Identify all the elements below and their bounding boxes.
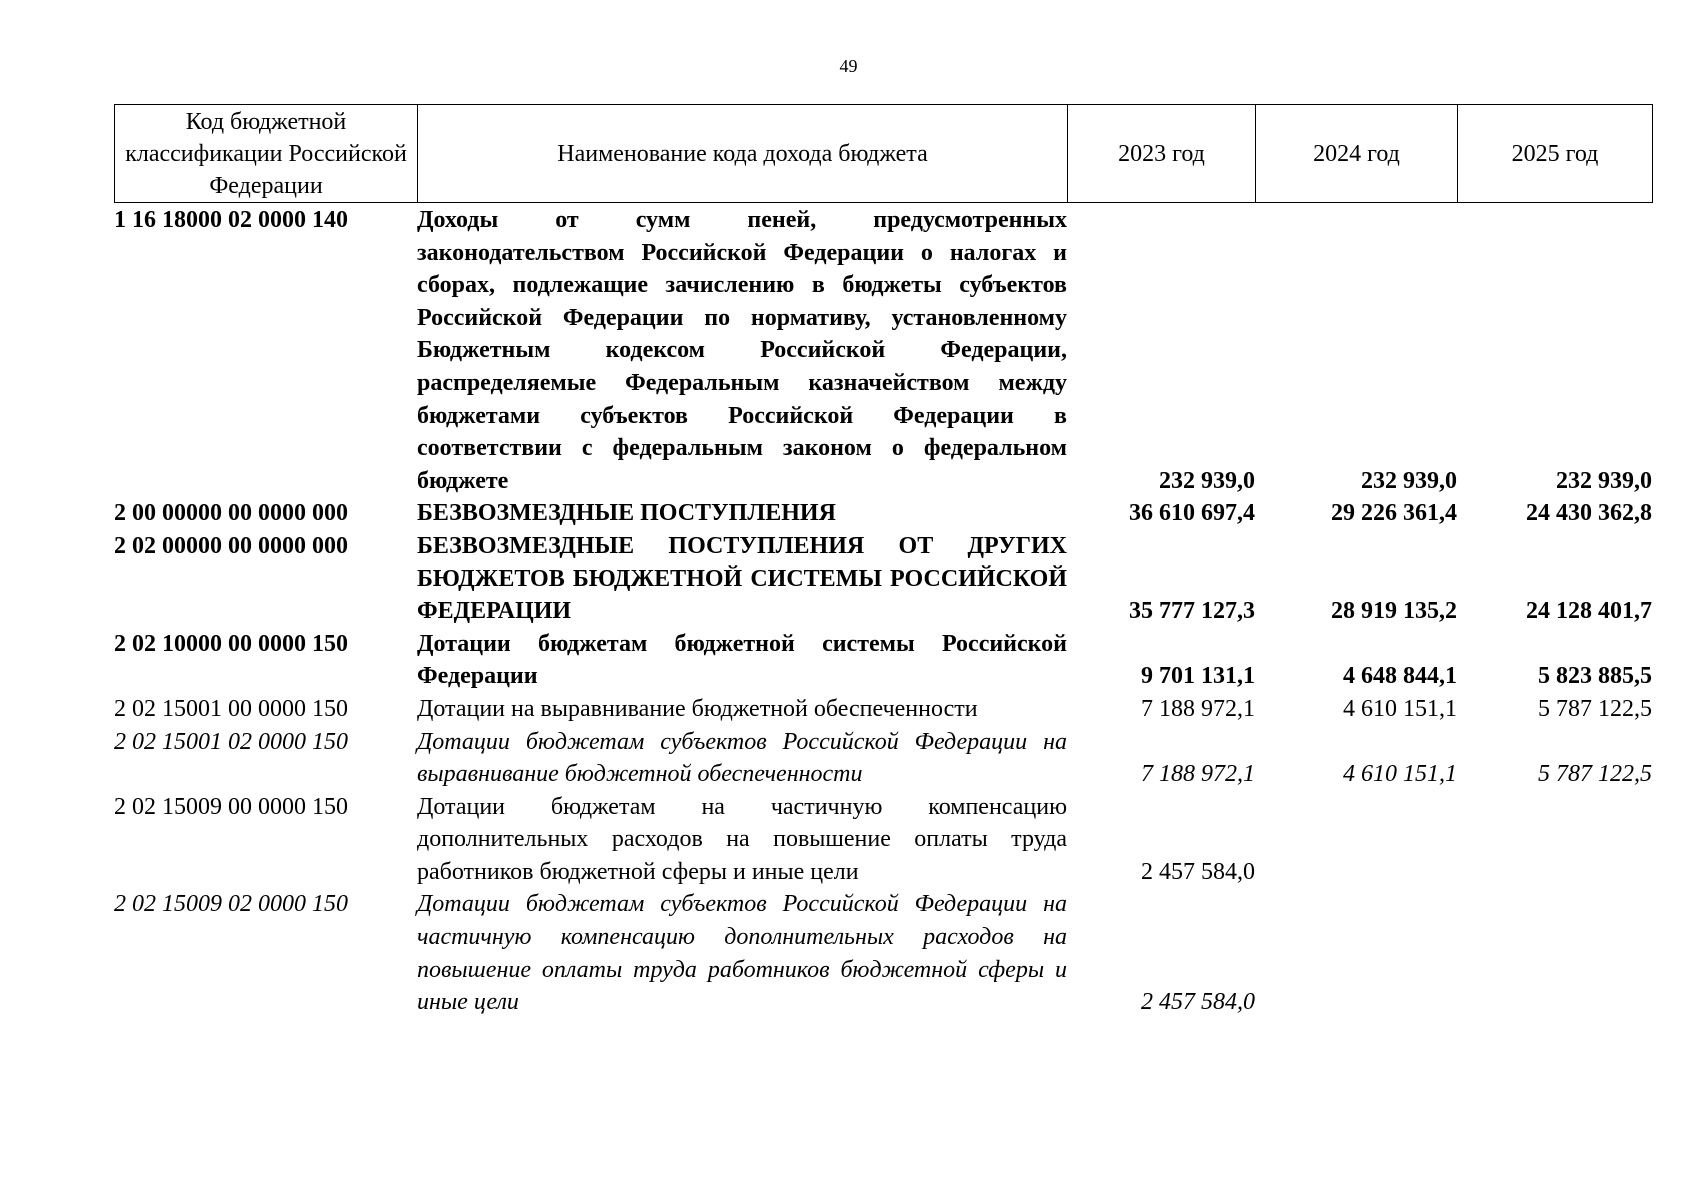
row-value-2025: 5 823 885,5 xyxy=(1538,663,1652,690)
budget-table xyxy=(114,204,1652,1019)
row-code: 2 02 15009 00 0000 150 xyxy=(114,793,348,820)
row-code: 2 00 00000 00 0000 000 xyxy=(114,500,348,527)
row-value-2025: 24 128 401,7 xyxy=(1526,598,1652,625)
table-row xyxy=(114,791,1652,889)
table-row xyxy=(114,693,1652,726)
row-value-2025 xyxy=(1457,791,1652,889)
table-row xyxy=(114,530,1652,628)
row-value-2025: 24 430 362,8 xyxy=(1526,500,1652,527)
row-value-2023: 35 777 127,3 xyxy=(1129,598,1255,625)
row-code: 2 02 00000 00 0000 000 xyxy=(114,532,348,559)
row-code: 2 02 15001 02 0000 150 xyxy=(114,728,348,755)
row-value-2023: 7 188 972,1 xyxy=(1141,761,1255,788)
table-row xyxy=(114,888,1652,1018)
header-row xyxy=(115,105,1653,203)
header-name: Наименование кода дохода бюджета xyxy=(418,105,1068,203)
row-value-2024: 4 610 151,1 xyxy=(1343,695,1457,722)
row-value-2023: 2 457 584,0 xyxy=(1141,989,1255,1016)
row-value-2024: 28 919 135,2 xyxy=(1331,598,1457,625)
row-value-2024: 4 610 151,1 xyxy=(1343,761,1457,788)
row-value-2025 xyxy=(1457,888,1652,1018)
row-value-2023: 36 610 697,4 xyxy=(1129,500,1255,527)
row-name: Дотации на выравнивание бюджетной обеспеченности xyxy=(417,695,978,722)
table-row xyxy=(114,497,1652,530)
page-number: 49 xyxy=(839,56,858,76)
row-code: 2 02 15001 00 0000 150 xyxy=(114,695,348,722)
table-header xyxy=(114,104,1653,203)
table-row xyxy=(114,726,1652,791)
row-name: БЕЗВОЗМЕЗДНЫЕ ПОСТУПЛЕНИЯ xyxy=(417,500,836,527)
table-row xyxy=(114,628,1652,693)
row-value-2025: 5 787 122,5 xyxy=(1538,695,1652,722)
row-name: Дотации бюджетам субъектов Российской Федерации на частичную компенсацию дополнительных расходов на повышение оплаты труда работников бюджетной сферы и иные цели xyxy=(417,891,1067,1016)
row-value-2025: 5 787 122,5 xyxy=(1538,761,1652,788)
row-name: Доходы от сумм пеней, предусмотренных законодательством Российской Федерации о налогах и сборах, подлежащие зачислению в бюджеты субъектов Российской Федерации по нормативу, установленному Бюджетным кодексом Российской Федерации, распределяемые Федеральным казначейством между бюджетами субъектов Российской Федерации в соответствии с федеральным законом о федеральном бюджете xyxy=(417,207,1067,494)
row-value-2025: 232 939,0 xyxy=(1556,467,1652,494)
row-value-2024: 29 226 361,4 xyxy=(1331,500,1457,527)
row-value-2023: 232 939,0 xyxy=(1159,467,1255,494)
header-code: Код бюджетной классификации Российской Федерации xyxy=(115,105,418,203)
row-name: Дотации бюджетам субъектов Российской Федерации на выравнивание бюджетной обеспеченности xyxy=(417,728,1067,788)
row-value-2024: 232 939,0 xyxy=(1361,467,1457,494)
row-value-2023: 7 188 972,1 xyxy=(1141,695,1255,722)
header-2025: 2025 год xyxy=(1458,105,1653,203)
header-2023: 2023 год xyxy=(1068,105,1256,203)
row-value-2024: 4 648 844,1 xyxy=(1343,663,1457,690)
row-value-2024 xyxy=(1255,791,1457,889)
row-name: БЕЗВОЗМЕЗДНЫЕ ПОСТУПЛЕНИЯ ОТ ДРУГИХ БЮДЖЕТОВ БЮДЖЕТНОЙ СИСТЕМЫ РОССИЙСКОЙ ФЕДЕРАЦИИ xyxy=(417,532,1067,625)
table-row xyxy=(114,204,1652,497)
row-value-2023: 9 701 131,1 xyxy=(1141,663,1255,690)
row-value-2024 xyxy=(1255,888,1457,1018)
row-name: Дотации бюджетам бюджетной системы Российской Федерации xyxy=(417,630,1067,690)
row-code: 2 02 10000 00 0000 150 xyxy=(114,630,348,657)
row-code: 1 16 18000 02 0000 140 xyxy=(114,207,348,233)
row-value-2023: 2 457 584,0 xyxy=(1141,858,1255,885)
row-name: Дотации бюджетам на частичную компенсацию дополнительных расходов на повышение оплаты труда работников бюджетной сферы и иные цели xyxy=(417,793,1067,885)
row-code: 2 02 15009 02 0000 150 xyxy=(114,891,348,918)
header-2024: 2024 год xyxy=(1256,105,1458,203)
